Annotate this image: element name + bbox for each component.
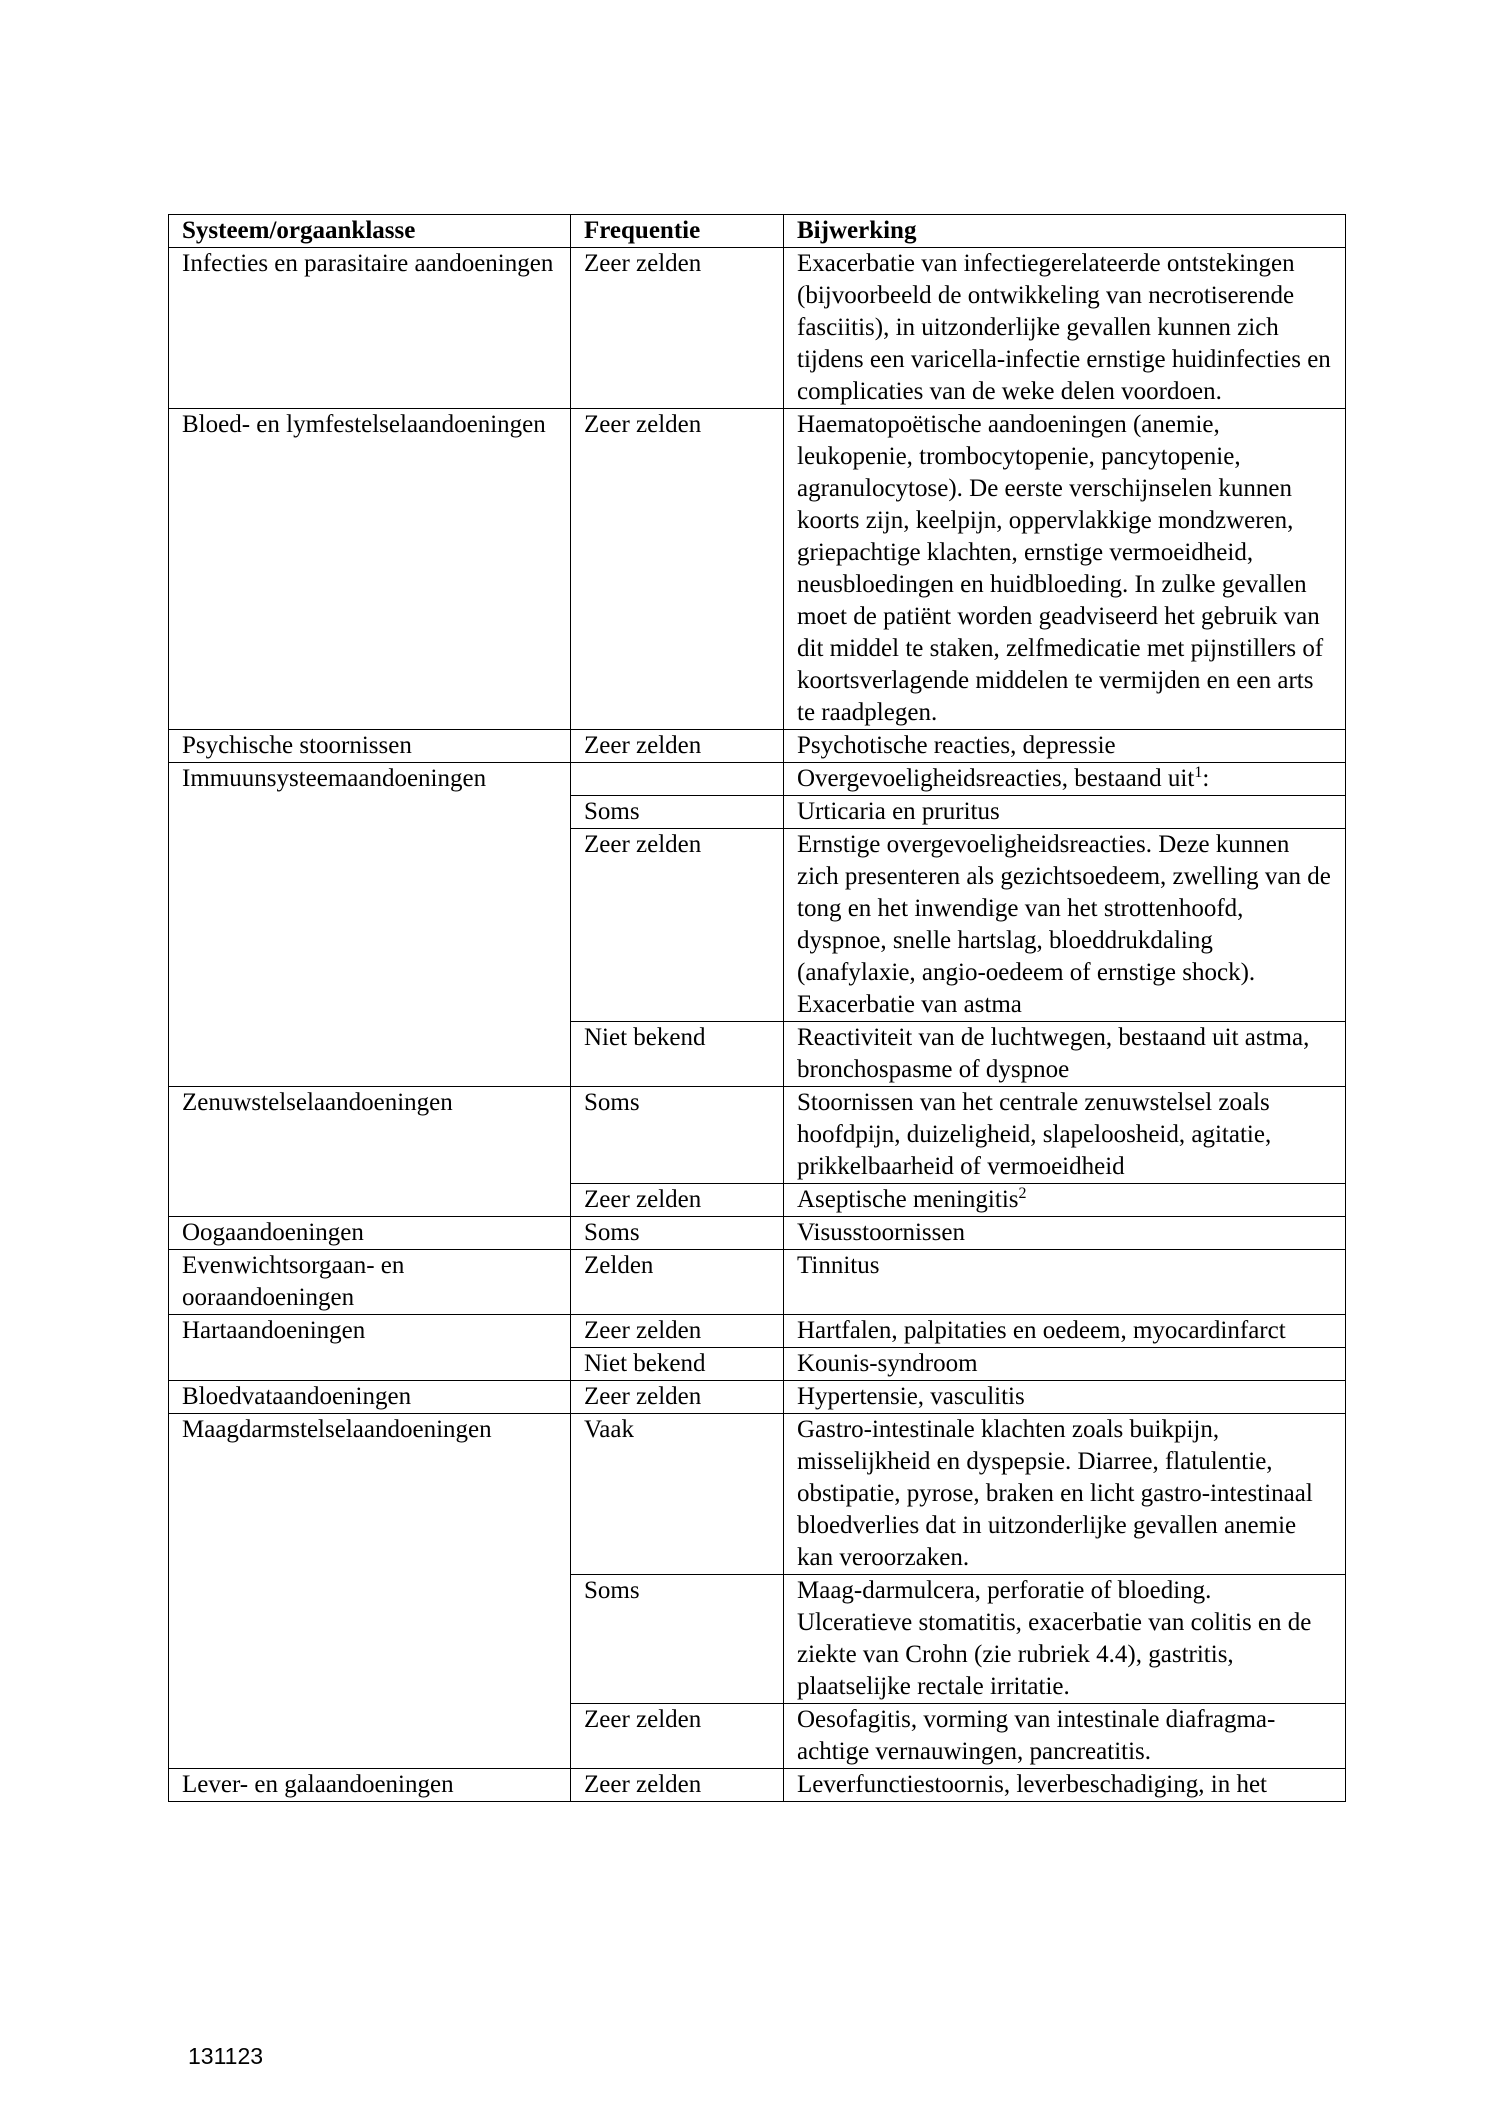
table-row xyxy=(169,1769,1346,1802)
cell-effect: Exacerbatie van infectiegerelateerde ontstekingen (bijvoorbeeld de ontwikkeling van necrotiserende fasciitis), in uitzonderlijke gevallen kunnen zich tijdens een varicella-infectie ernstige huidinfecties en complicaties van de weke delen voordoen. xyxy=(784,248,1346,409)
table-row xyxy=(169,763,1346,796)
cell-soc: Evenwichtsorgaan- en ooraandoeningen xyxy=(169,1250,571,1315)
cell-soc: Psychische stoornissen xyxy=(169,730,571,763)
cell-frequency: Soms xyxy=(571,1087,784,1184)
table-row xyxy=(169,730,1346,763)
table-row xyxy=(169,1087,1346,1184)
cell-soc: Hartaandoeningen xyxy=(169,1315,571,1381)
table-row xyxy=(169,1250,1346,1315)
cell-effect xyxy=(784,763,1346,796)
cell-effect: Tinnitus xyxy=(784,1250,1346,1315)
effect-suffix: : xyxy=(1202,765,1210,792)
cell-soc: Zenuwstelselaandoeningen xyxy=(169,1087,571,1217)
cell-soc: Oogaandoeningen xyxy=(169,1217,571,1250)
document-code: 131123 xyxy=(188,2043,264,2069)
effect-text: Overgevoeligheidsreacties, bestaand uit xyxy=(797,765,1195,792)
cell-frequency: Zeer zelden xyxy=(571,409,784,730)
cell-frequency: Zeer zelden xyxy=(571,1381,784,1414)
cell-frequency xyxy=(571,763,784,796)
cell-frequency: Zelden xyxy=(571,1250,784,1315)
cell-effect xyxy=(784,1184,1346,1217)
effect-text: Aseptische meningitis xyxy=(797,1186,1019,1213)
header-frequency: Frequentie xyxy=(571,215,784,248)
cell-effect: Hypertensie, vasculitis xyxy=(784,1381,1346,1414)
cell-effect: Urticaria en pruritus xyxy=(784,796,1346,829)
header-soc: Systeem/orgaanklasse xyxy=(169,215,571,248)
cell-effect: Kounis-syndroom xyxy=(784,1348,1346,1381)
cell-soc: Immuunsysteemaandoeningen xyxy=(169,763,571,1087)
cell-frequency: Zeer zelden xyxy=(571,1704,784,1769)
table-row xyxy=(169,409,1346,730)
cell-frequency: Zeer zelden xyxy=(571,248,784,409)
cell-soc: Lever- en galaandoeningen xyxy=(169,1769,571,1802)
cell-effect: Hartfalen, palpitaties en oedeem, myocardinfarct xyxy=(784,1315,1346,1348)
cell-frequency: Zeer zelden xyxy=(571,1769,784,1802)
cell-effect: Visusstoornissen xyxy=(784,1217,1346,1250)
cell-effect: Ernstige overgevoeligheidsreacties. Deze kunnen zich presenteren als gezichtsoedeem, zwelling van de tong en het inwendige van het strottenhoofd, dyspnoe, snelle hartslag, bloeddrukdaling (anafylaxie, angio-oedeem of ernstige shock). Exacerbatie van astma xyxy=(784,829,1346,1022)
table-row xyxy=(169,248,1346,409)
cell-frequency: Zeer zelden xyxy=(571,1184,784,1217)
cell-frequency: Zeer zelden xyxy=(571,829,784,1022)
cell-effect: Leverfunctiestoornis, leverbeschadiging, in het xyxy=(784,1769,1346,1802)
cell-soc: Bloed- en lymfestelselaandoeningen xyxy=(169,409,571,730)
cell-frequency: Niet bekend xyxy=(571,1022,784,1087)
cell-frequency: Soms xyxy=(571,1575,784,1704)
table-row xyxy=(169,1381,1346,1414)
cell-effect: Oesofagitis, vorming van intestinale diafragma-achtige vernauwingen, pancreatitis. xyxy=(784,1704,1346,1769)
cell-frequency: Soms xyxy=(571,796,784,829)
table-row xyxy=(169,1414,1346,1575)
header-effect: Bijwerking xyxy=(784,215,1346,248)
cell-effect: Maag-darmulcera, perforatie of bloeding. Ulceratieve stomatitis, exacerbatie van colitis en de ziekte van Crohn (zie rubriek 4.4), gastritis, plaatselijke rectale irritatie. xyxy=(784,1575,1346,1704)
cell-frequency: Vaak xyxy=(571,1414,784,1575)
cell-effect: Stoornissen van het centrale zenuwstelsel zoals hoofdpijn, duizeligheid, slapeloosheid, agitatie, prikkelbaarheid of vermoeidheid xyxy=(784,1087,1346,1184)
cell-frequency: Niet bekend xyxy=(571,1348,784,1381)
cell-frequency: Soms xyxy=(571,1217,784,1250)
table-header-row xyxy=(169,215,1346,248)
footnote-ref: 1 xyxy=(1194,764,1203,781)
table-row xyxy=(169,1217,1346,1250)
cell-soc: Maagdarmstelselaandoeningen xyxy=(169,1414,571,1769)
cell-effect: Gastro-intestinale klachten zoals buikpijn, misselijkheid en dyspepsie. Diarree, flatulentie, obstipatie, pyrose, braken en licht gastro-intestinaal bloedverlies dat in uitzonderlijke gevallen anemie kan veroorzaken. xyxy=(784,1414,1346,1575)
cell-effect: Haematopoëtische aandoeningen (anemie, leukopenie, trombocytopenie, pancytopenie, agranulocytose). De eerste verschijnselen kunnen koorts zijn, keelpijn, oppervlakkige mondzweren, griepachtige klachten, ernstige vermoeidheid, neusbloedingen en huidbloeding. In zulke gevallen moet de patiënt worden geadviseerd het gebruik van dit middel te staken, zelfmedicatie met pijnstillers of koortsverlagende middelen te vermijden en een arts te raadplegen. xyxy=(784,409,1346,730)
cell-soc: Infecties en parasitaire aandoeningen xyxy=(169,248,571,409)
cell-soc: Bloedvataandoeningen xyxy=(169,1381,571,1414)
table-row xyxy=(169,1315,1346,1348)
adverse-effects-table xyxy=(168,214,1346,1802)
footnote-ref: 2 xyxy=(1018,1185,1027,1202)
cell-effect: Reactiviteit van de luchtwegen, bestaand uit astma, bronchospasme of dyspnoe xyxy=(784,1022,1346,1087)
cell-frequency: Zeer zelden xyxy=(571,730,784,763)
cell-frequency: Zeer zelden xyxy=(571,1315,784,1348)
cell-effect: Psychotische reacties, depressie xyxy=(784,730,1346,763)
